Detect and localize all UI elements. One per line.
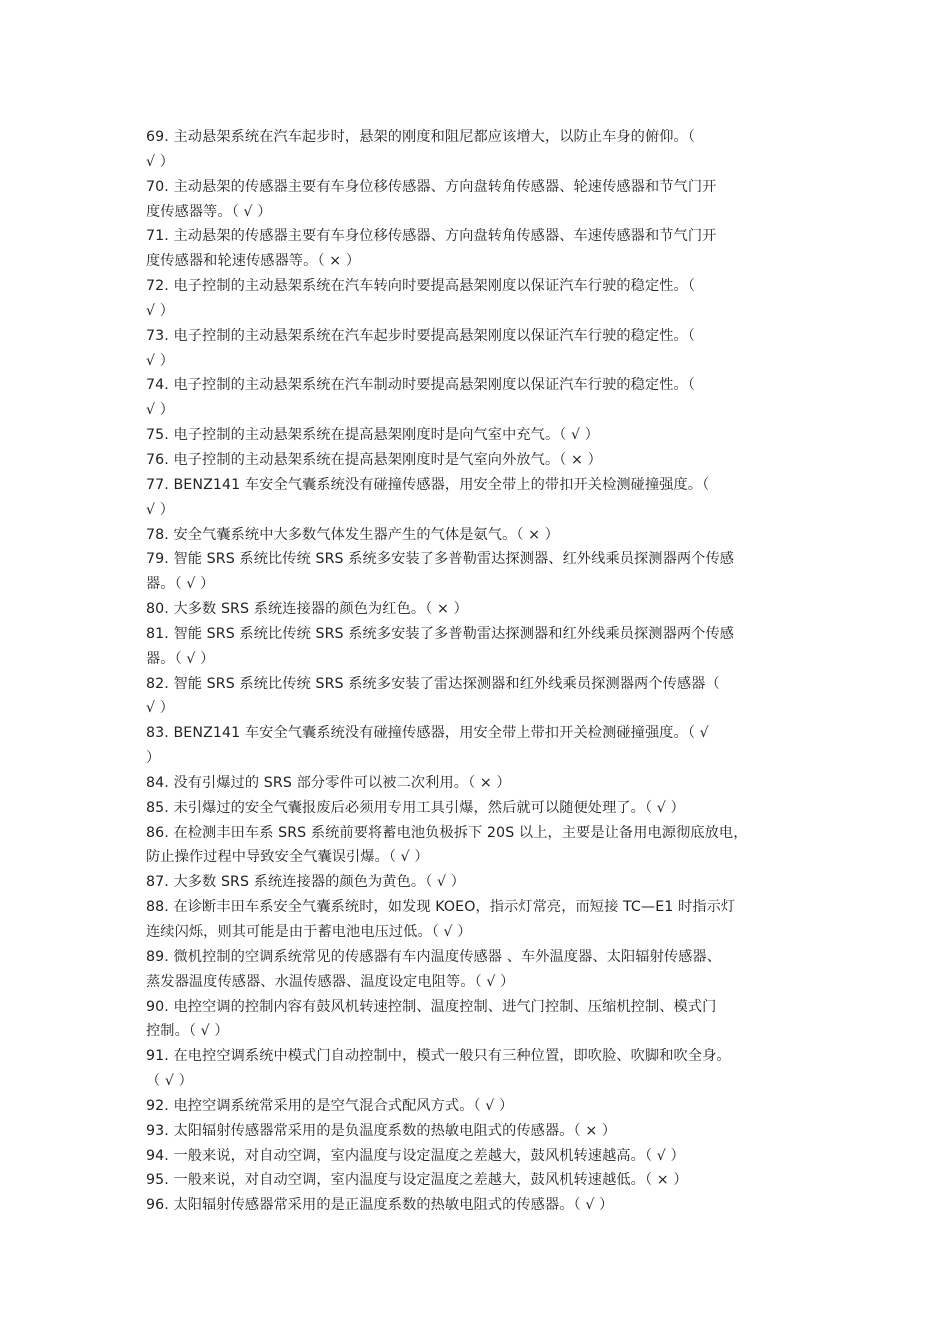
text-line: 88. 在诊断丰田车系安全气囊系统时，如发现 KOEO，指示灯常亮，而短接 TC—E1 时指示灯 xyxy=(146,899,736,916)
text-line: 87. 大多数 SRS 系统连接器的颜色为黄色。（ √ ） xyxy=(146,874,466,891)
text-line: 96. 太阳辐射传感器常采用的是正温度系数的热敏电阻式的传感器。（ √ ） xyxy=(146,1197,614,1214)
text-line: 78. 安全气囊系统中大多数气体发生器产生的气体是氨气。（ × ） xyxy=(146,526,560,543)
text-line: 连续闪烁，则其可能是由于蓄电池电压过低。（ √ ） xyxy=(146,924,472,940)
text-line: ） xyxy=(146,750,161,767)
text-line: 80. 大多数 SRS 系统连接器的颜色为红色。（ × ） xyxy=(146,601,468,618)
text-line: 81. 智能 SRS 系统比传统 SRS 系统多安装了多普勒雷达探测器和红外线乘员探测器两个传感 xyxy=(146,625,735,642)
text-line: √ ） xyxy=(146,501,175,518)
text-line: 93. 太阳辐射传感器常采用的是负温度系数的热敏电阻式的传感器。（ × ） xyxy=(146,1122,617,1139)
text-line: 92. 电控空调系统常采用的是空气混合式配风方式。（ √ ） xyxy=(146,1097,514,1114)
text-line: 器。（ √ ） xyxy=(146,576,215,593)
text-line: 76. 电子控制的主动悬架系统在提高悬架刚度时是气室向外放气。（ × ） xyxy=(146,451,602,468)
text-line: 蒸发器温度传感器、水温传感器、温度设定电阻等。（ √ ） xyxy=(146,973,515,990)
text-line: 91. 在电控空调系统中模式门自动控制中，模式一般只有三种位置，即吹脸、吹脚和吹全身。 xyxy=(146,1048,731,1065)
text-line: 71. 主动悬架的传感器主要有车身位移传感器、方向盘转角传感器、车速传感器和节气门开 xyxy=(146,228,717,245)
text-line: 94. 一般来说，对自动空调，室内温度与设定温度之差越大，鼓风机转速越高。（ √ ） xyxy=(146,1147,685,1164)
text-line: 86. 在检测丰田车系 SRS 系统前要将蓄电池负极拆下 20S 以上，主要是让备用电源彻底放电， xyxy=(146,824,748,841)
text-line: 74. 电子控制的主动悬架系统在汽车制动时要提高悬架刚度以保证汽车行驶的稳定性。（ xyxy=(146,377,696,394)
text-line: 95. 一般来说，对自动空调，室内温度与设定温度之差越大，鼓风机转速越低。（ × ） xyxy=(146,1172,688,1189)
text-line: √ ） xyxy=(146,153,175,170)
text-line: 79. 智能 SRS 系统比传统 SRS 系统多安装了多普勒雷达探测器、红外线乘员探测器两个传感 xyxy=(146,551,735,568)
text-line: 69. 主动悬架系统在汽车起步时，悬架的刚度和阻尼都应该增大，以防止车身的俯仰。（ xyxy=(146,129,696,145)
text-line: √ ） xyxy=(146,402,175,419)
text-line: 75. 电子控制的主动悬架系统在提高悬架刚度时是向气室中充气。（ √ ） xyxy=(146,427,600,444)
text-line: 83. BENZ141 车安全气囊系统没有碰撞传感器，用安全带上带扣开关检测碰撞强度。（ √ xyxy=(146,725,709,742)
text-line: 73. 电子控制的主动悬架系统在汽车起步时要提高悬架刚度以保证汽车行驶的稳定性。（ xyxy=(146,327,696,344)
text-line: 控制。（ √ ） xyxy=(146,1023,229,1040)
text-line: 90. 电控空调的控制内容有鼓风机转速控制、温度控制、进气门控制、压缩机控制、模式门 xyxy=(146,998,717,1015)
text-line: √ ） xyxy=(146,352,175,369)
document-body xyxy=(146,125,826,1218)
text-line: （ √ ） xyxy=(146,1073,193,1090)
text-line: 77. BENZ141 车安全气囊系统没有碰撞传感器，用安全带上的带扣开关检测碰撞强度。（ xyxy=(146,476,710,493)
text-line: 度传感器等。（ √ ） xyxy=(146,203,272,220)
text-line: 84. 没有引爆过的 SRS 部分零件可以被二次利用。（ × ） xyxy=(146,774,511,791)
text-line: √ ） xyxy=(146,302,175,319)
text-line: 85. 未引爆过的安全气囊报废后必须用专用工具引爆，然后就可以随便处理了。（ √ ） xyxy=(146,799,685,816)
text-line: 89. 微机控制的空调系统常见的传感器有车内温度传感器 、车外温度器、太阳辐射传感器、 xyxy=(146,948,722,965)
text-line: √ ） xyxy=(146,700,175,717)
text-line: 防止操作过程中导致安全气囊误引爆。（ √ ） xyxy=(146,849,429,866)
text-line: 度传感器和轮速传感器等。（ × ） xyxy=(146,253,361,270)
text-line: 72. 电子控制的主动悬架系统在汽车转向时要提高悬架刚度以保证汽车行驶的稳定性。（ xyxy=(146,278,696,295)
text-line: 82. 智能 SRS 系统比传统 SRS 系统多安装了雷达探测器和红外线乘员探测器两个传感器（ xyxy=(146,675,720,692)
text-line: 70. 主动悬架的传感器主要有车身位移传感器、方向盘转角传感器、轮速传感器和节气门开 xyxy=(146,178,717,195)
text-line: 器。（ √ ） xyxy=(146,650,215,667)
